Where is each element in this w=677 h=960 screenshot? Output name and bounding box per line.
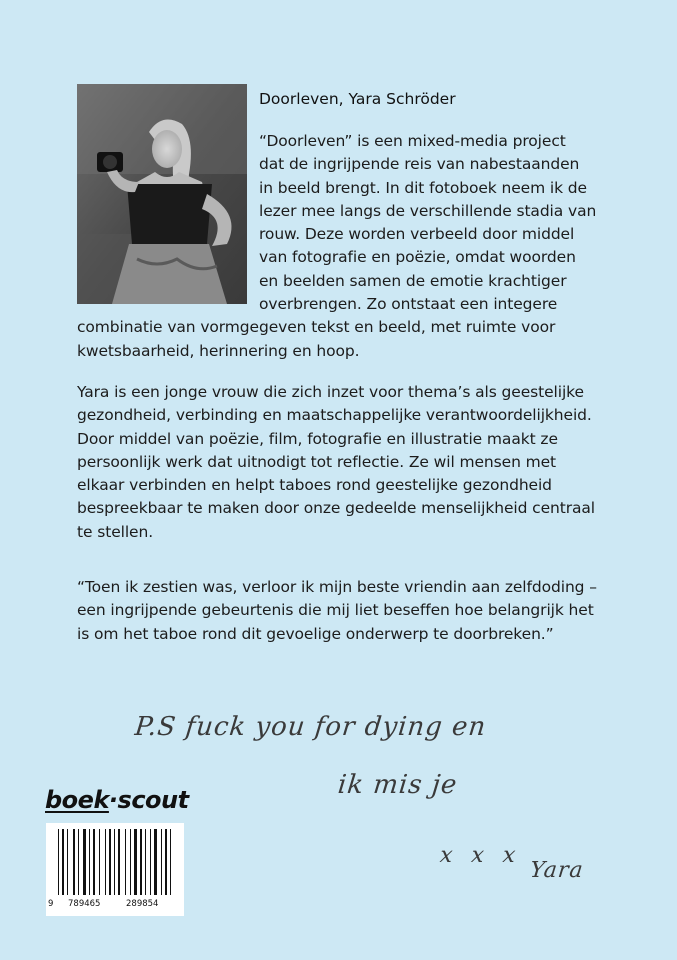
barcode-bar: [58, 829, 59, 895]
barcode-bar: [130, 829, 131, 895]
bio-line: persoonlijk werk dat uitnodigt tot reflectie. Ze wil mensen met: [77, 452, 557, 471]
bio-line: Door middel van poëzie, film, fotografie en illustratie maakt ze: [77, 429, 558, 448]
quote-line: een ingrijpende gebeurtenis die mij liet beseffen hoe belangrijk het: [77, 601, 594, 620]
barcode-bar: [170, 829, 171, 895]
isbn-barcode: [46, 823, 184, 916]
quote-line: “Toen ik zestien was, verloor ik mijn beste vriendin aan zelfdoding –: [77, 578, 597, 596]
quote-paragraph: [77, 576, 597, 646]
barcode-bar: [114, 829, 115, 895]
barcode-bar: [140, 829, 142, 895]
barcode-bar: [165, 829, 167, 895]
barcode-bar: [118, 829, 120, 895]
publisher-logo-part1: boek: [45, 786, 109, 814]
publisher-logo-dot: ·: [108, 786, 118, 814]
barcode-bar: [134, 829, 137, 895]
barcode-bar: [78, 829, 79, 895]
publisher-logo: [45, 786, 189, 814]
bio-paragraph: [77, 381, 595, 544]
description-line: combinatie van vormgegeven tekst en beeld, met ruimte voor: [77, 318, 556, 337]
bio-line: gezondheid, verbinding en maatschappelijke verantwoordelijkheid.: [77, 406, 592, 425]
barcode-bar: [105, 829, 106, 895]
description-line: lezer mee langs de verschillende stadia van: [259, 201, 597, 220]
handwritten-line-1: P.S fuck you for dying en: [133, 712, 488, 742]
barcode-bars: [52, 829, 178, 899]
barcode-bar: [109, 829, 111, 895]
barcode-group-1: 789465: [68, 899, 101, 909]
bio-line: bespreekbaar te maken door onze gedeelde menselijkheid centraal: [77, 499, 595, 518]
barcode-bar: [93, 829, 95, 895]
barcode-bar: [83, 829, 86, 895]
handwritten-line-2: ik mis je: [336, 770, 459, 800]
barcode-lead-digit: 9: [48, 899, 54, 909]
barcode-bar: [125, 829, 126, 895]
description-line: dat de ingrijpende reis van nabestaanden: [259, 155, 580, 174]
bio-line: te stellen.: [77, 522, 154, 541]
barcode-bar: [161, 829, 162, 895]
description-line: overbrengen. Zo ontstaat een integere: [259, 295, 558, 314]
description-paragraph: [77, 130, 596, 363]
description-line: en beelden samen de emotie krachtiger: [259, 271, 567, 290]
barcode-bar: [99, 829, 100, 895]
barcode-bar: [67, 829, 68, 895]
description-line: rouw. Deze worden verbeeld door middel: [259, 225, 575, 244]
description-line: kwetsbaarheid, herinnering en hoop.: [77, 341, 360, 360]
bio-line: Yara is een jonge vrouw die zich inzet voor thema’s als geestelijke: [77, 383, 584, 401]
barcode-bar: [154, 829, 157, 895]
barcode-bar: [145, 829, 146, 895]
barcode-bar: [89, 829, 90, 895]
handwritten-kisses: x x x: [438, 843, 523, 868]
barcode-bar: [73, 829, 75, 895]
barcode-bar: [150, 829, 151, 895]
handwritten-signature: Yara: [528, 858, 585, 883]
publisher-logo-part2: scout: [117, 786, 189, 814]
barcode-bar: [62, 829, 64, 895]
barcode-group-2: 289854: [126, 899, 159, 909]
description-line: van fotografie en poëzie, omdat woorden: [259, 248, 576, 267]
description-line: in beeld brengt. In dit fotoboek neem ik de: [259, 178, 587, 197]
quote-line: is om het taboe rond dit gevoelige onderwerp te doorbreken.”: [77, 624, 554, 643]
book-title-author: Doorleven, Yara Schröder: [259, 90, 456, 108]
bio-line: elkaar verbinden en helpt taboes rond geestelijke gezondheid: [77, 476, 552, 495]
description-line: “Doorleven” is een mixed-media project: [259, 132, 566, 150]
